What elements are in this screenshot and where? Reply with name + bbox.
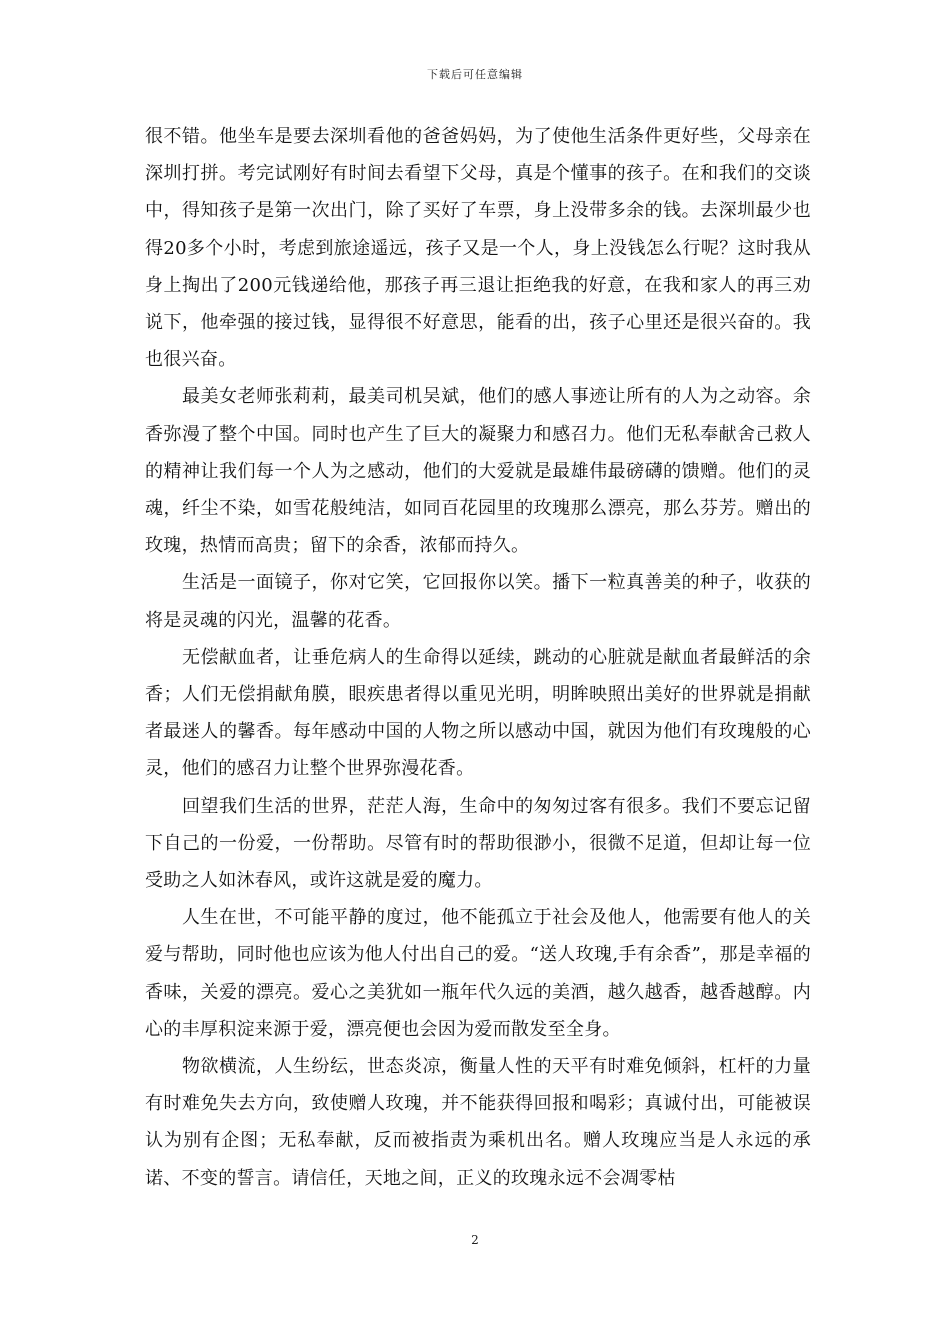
page-header: 下载后可任意编辑 <box>427 68 523 81</box>
paragraph: 回望我们生活的世界，茫茫人海，生命中的匆匆过客有很多。我们不要忘记留下自己的一份爱，一份帮助。尽管有时的帮助很渺小，很微不足道，但却让每一位受助之人如沐春风，或许这就是爱的魔力。 <box>145 795 811 892</box>
paragraph: 物欲横流，人生纷纭，世态炎凉，衡量人性的天平有时难免倾斜，杠杆的力量有时难免失去方向，致使赠人玫瑰，并不能获得回报和喝彩；真诚付出，可能被误认为别有企图；无私奉献，反而被指责为乘机出名。赠人玫瑰应当是人永远的承诺、不变的誓言。请信任，天地之间，正义的玫瑰永远不会凋零枯 <box>145 1056 811 1189</box>
paragraph-continued: 很不错。他坐车是要去深圳看他的爸爸妈妈，为了使他生活条件更好些，父母亲在深圳打拼。考完试刚好有时间去看望下父母，真是个懂事的孩子。在和我们的交谈中，得知孩子是第一次出门，除了买好了车票，身上没带多余的钱。去深圳最少也得20多个小时，考虑到旅途遥远，孩子又是一个人，身上没钱怎么行呢？这时我从身上掏出了200元钱递给他，那孩子再三退让拒绝我的好意，在我和家人的再三劝说下，他牵强的接过钱，显得很不好意思，能看的出，孩子心里还是很兴奋的。我也很兴奋。 <box>145 126 811 371</box>
paragraph: 最美女老师张莉莉，最美司机吴斌，他们的感人事迹让所有的人为之动容。余香弥漫了整个中国。同时也产生了巨大的凝聚力和感召力。他们无私奉献舍己救人的精神让我们每一个人为之感动，他们的大爱就是最雄伟最磅礴的馈赠。他们的灵魂，纤尘不染，如雪花般纯洁，如同百花园里的玫瑰那么漂亮，那么芬芳。赠出的玫瑰，热情而高贵；留下的余香，浓郁而持久。 <box>145 386 811 557</box>
paragraph: 人生在世，不可能平静的度过，他不能孤立于社会及他人，他需要有他人的关爱与帮助，同时他也应该为他人付出自己的爱。“送人玫瑰,手有余香”，那是幸福的香味，关爱的漂亮。爱心之美犹如一瓶年代久远的美酒，越久越香，越香越醇。内心的丰厚积淀来源于爱，漂亮便也会因为爱而散发至全身。 <box>145 907 811 1040</box>
paragraph: 无偿献血者，让垂危病人的生命得以延续，跳动的心脏就是献血者最鲜活的余香；人们无偿捐献角膜，眼疾患者得以重见光明，明眸映照出美好的世界就是捐献者最迷人的馨香。每年感动中国的人物之所以感动中国，就因为他们有玫瑰般的心灵，他们的感召力让整个世界弥漫花香。 <box>145 646 811 780</box>
page-number: 2 <box>471 1233 479 1247</box>
paragraph: 生活是一面镜子，你对它笑，它回报你以笑。播下一粒真善美的种子，收获的将是灵魂的闪光，温馨的花香。 <box>145 572 811 631</box>
document-body <box>145 118 811 1197</box>
